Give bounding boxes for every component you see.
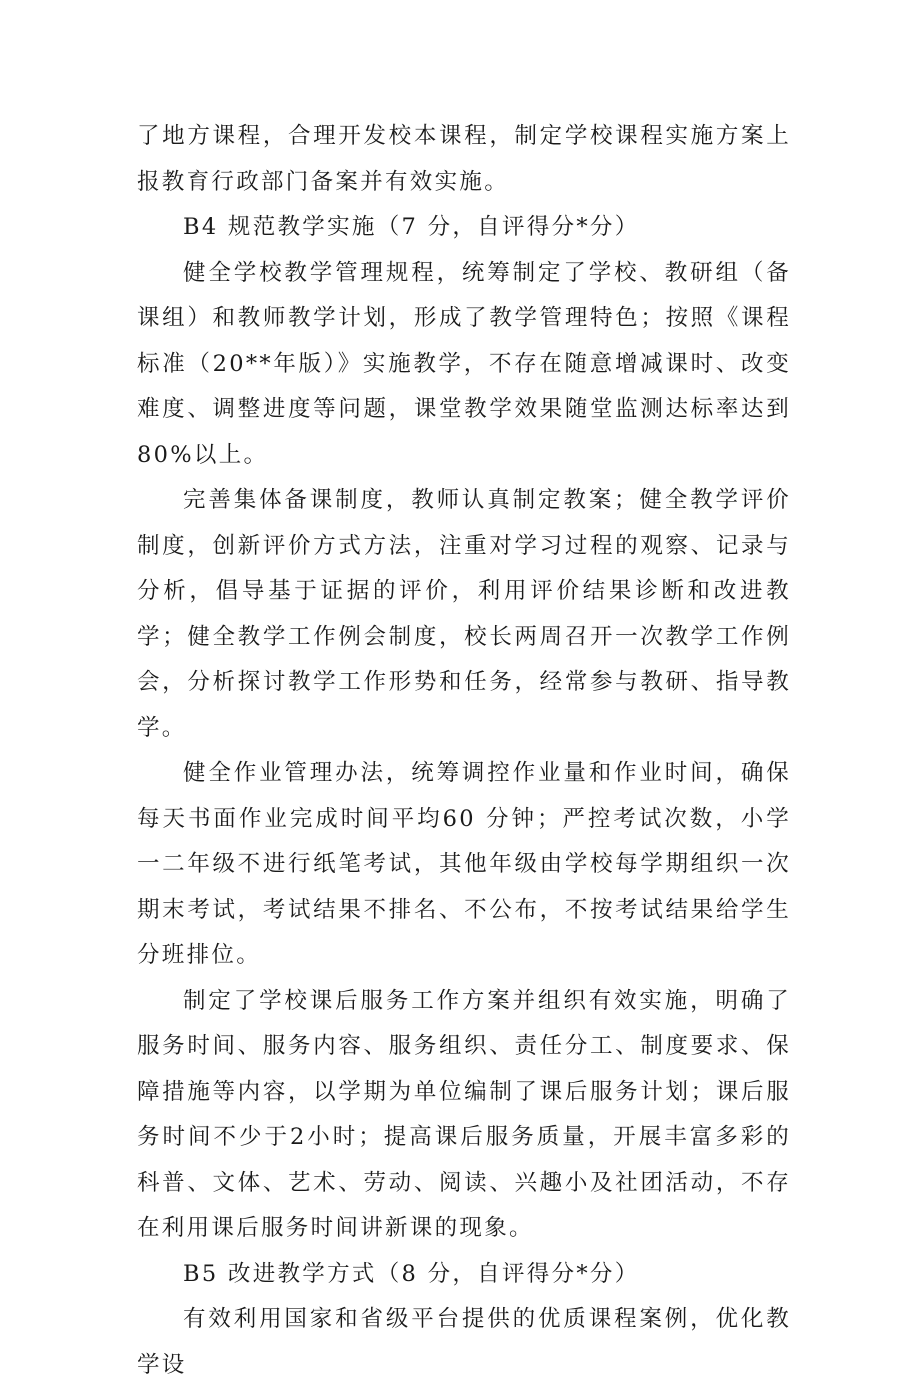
paragraph-homework-management: 健全作业管理办法，统筹调控作业量和作业时间，确保每天书面作业完成时间平均60 分钟；严控考试次数，小学一二年级不进行纸笔考试，其他年级由学校每学期组织一次期末考试，考试结果不排名、不公布，不按考试结果给学生分班排位。	[137, 760, 791, 968]
paragraph-teaching-management: 健全学校教学管理规程，统筹制定了学校、教研组（备课组）和教师教学计划，形成了教学管理特色；按照《课程标准（20**年版）》实施教学，不存在随意增减课时、改变难度、调整进度等问题，课堂教学效果随堂监测达标率达到80%以上。	[137, 259, 791, 468]
section-heading-b5: B5 改进教学方式（8 分，自评得分*分）	[183, 1260, 640, 1287]
section-heading-b4: B4 规范教学实施（7 分，自评得分*分）	[183, 214, 640, 240]
document-body	[137, 114, 791, 1388]
paragraph-after-school-service: 制定了学校课后服务工作方案并组织有效实施，明确了服务时间、服务内容、服务组织、责任分工、制度要求、保障措施等内容，以学期为单位编制了课后服务计划；课后服务时间不少于2小时；提高课后服务质量，开展丰富多彩的科普、文体、艺术、劳动、阅读、兴趣小及社团活动，不存在利用课后服务时间讲新课的现象。	[137, 987, 791, 1241]
paragraph-lesson-preparation: 完善集体备课制度，教师认真制定教案；健全教学评价制度，创新评价方式方法，注重对学习过程的观察、记录与分析，倡导基于证据的评价，利用评价结果诊断和改进教学；健全教学工作例会制度，校长两周召开一次教学工作例会，分析探讨教学工作形势和任务，经常参与教研、指导教学。	[137, 487, 791, 741]
paragraph-continuation: 了地方课程，合理开发校本课程，制定学校课程实施方案上报教育行政部门备案并有效实施。	[137, 123, 791, 195]
paragraph-teaching-methods: 有效利用国家和省级平台提供的优质课程案例，优化教学设	[137, 1306, 791, 1378]
